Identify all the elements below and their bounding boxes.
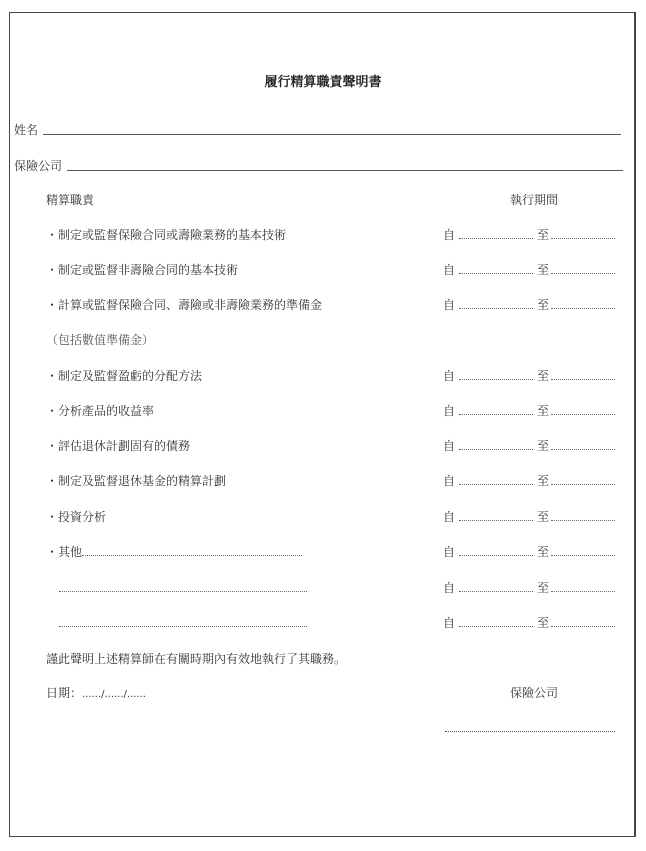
name-field[interactable]: [43, 134, 621, 135]
to-label: 至: [537, 581, 550, 595]
from-date-field[interactable]: [459, 369, 533, 380]
from-label: 自: [443, 263, 456, 277]
from-label: 自: [443, 228, 456, 242]
to-label: 至: [537, 263, 550, 277]
to-date-field[interactable]: [551, 439, 615, 450]
from-label: 自: [443, 616, 456, 630]
from-date-field[interactable]: [459, 474, 533, 485]
period-fields: [443, 439, 615, 453]
period-fields: [443, 228, 615, 242]
signature-line[interactable]: [445, 731, 615, 732]
to-date-field[interactable]: [551, 545, 615, 556]
other-duty-field[interactable]: [59, 616, 307, 627]
other-duty-field[interactable]: [59, 581, 307, 592]
to-label: 至: [537, 474, 550, 488]
from-date-field[interactable]: [459, 510, 533, 521]
other-duty-field[interactable]: [82, 545, 302, 556]
duty-item: ・計算或監督保險合同、壽險或非壽險業務的準備金: [46, 298, 323, 312]
document-title: 履行精算職責聲明書: [264, 75, 382, 90]
period-fields: [443, 510, 615, 524]
from-date-field[interactable]: [459, 263, 533, 274]
period-fields: [443, 369, 615, 383]
company-label: 保險公司: [14, 159, 63, 173]
to-date-field[interactable]: [551, 263, 615, 274]
from-label: 自: [443, 510, 456, 524]
date-value: ....../....../......: [82, 689, 146, 700]
page-border: [9, 12, 636, 837]
from-label: 自: [443, 404, 456, 418]
duty-item: ・評估退休計劃固有的債務: [46, 439, 191, 453]
period-header: 執行期間: [510, 193, 559, 207]
to-date-field[interactable]: [551, 298, 615, 309]
from-date-field[interactable]: [459, 228, 533, 239]
duty-item: [46, 545, 302, 559]
to-date-field[interactable]: [551, 228, 615, 239]
from-label: 自: [443, 439, 456, 453]
to-label: 至: [537, 616, 550, 630]
duty-item: ・制定及監督盈虧的分配方法: [46, 369, 203, 383]
date-label: 日期：: [46, 686, 83, 700]
duty-item: ・制定及監督退休基金的精算計劃: [46, 474, 227, 488]
date-field[interactable]: [46, 686, 146, 702]
period-fields: [443, 263, 615, 277]
duty-item: ・制定或監督保險合同或壽險業務的基本技術: [46, 228, 287, 242]
from-date-field[interactable]: [459, 545, 533, 556]
to-date-field[interactable]: [551, 369, 615, 380]
duty-item: ・投資分析: [46, 510, 107, 524]
name-label: 姓名: [14, 123, 39, 137]
from-date-field[interactable]: [459, 298, 533, 309]
to-date-field[interactable]: [551, 474, 615, 485]
from-label: 自: [443, 581, 456, 595]
to-date-field[interactable]: [551, 510, 615, 521]
other-duty-row: [59, 616, 307, 630]
signature-label: 保險公司: [510, 686, 559, 700]
company-field[interactable]: [67, 170, 623, 171]
to-date-field[interactable]: [551, 581, 615, 592]
period-fields: [443, 545, 615, 559]
to-label: 至: [537, 228, 550, 242]
period-fields: [443, 616, 615, 630]
period-fields: [443, 474, 615, 488]
from-date-field[interactable]: [459, 404, 533, 415]
to-label: 至: [537, 439, 550, 453]
declaration-text: 謹此聲明上述精算師在有關時期內有效地執行了其職務。: [46, 652, 347, 666]
duty-item-label: ・其他: [46, 545, 83, 559]
from-label: 自: [443, 369, 456, 383]
to-date-field[interactable]: [551, 616, 615, 627]
to-label: 至: [537, 510, 550, 524]
from-label: 自: [443, 474, 456, 488]
to-date-field[interactable]: [551, 404, 615, 415]
period-fields: [443, 581, 615, 595]
period-fields: [443, 404, 615, 418]
from-date-field[interactable]: [459, 581, 533, 592]
reserve-note: （包括數值準備金）: [46, 333, 155, 347]
duty-item: ・制定或監督非壽險合同的基本技術: [46, 263, 239, 277]
to-label: 至: [537, 404, 550, 418]
other-duty-row: [59, 581, 307, 595]
from-label: 自: [443, 545, 456, 559]
from-label: 自: [443, 298, 456, 312]
from-date-field[interactable]: [459, 616, 533, 627]
to-label: 至: [537, 545, 550, 559]
duties-header: 精算職責: [46, 193, 95, 207]
to-label: 至: [537, 298, 550, 312]
period-fields: [443, 298, 615, 312]
from-date-field[interactable]: [459, 439, 533, 450]
to-label: 至: [537, 369, 550, 383]
duty-item: ・分析產品的收益率: [46, 404, 155, 418]
